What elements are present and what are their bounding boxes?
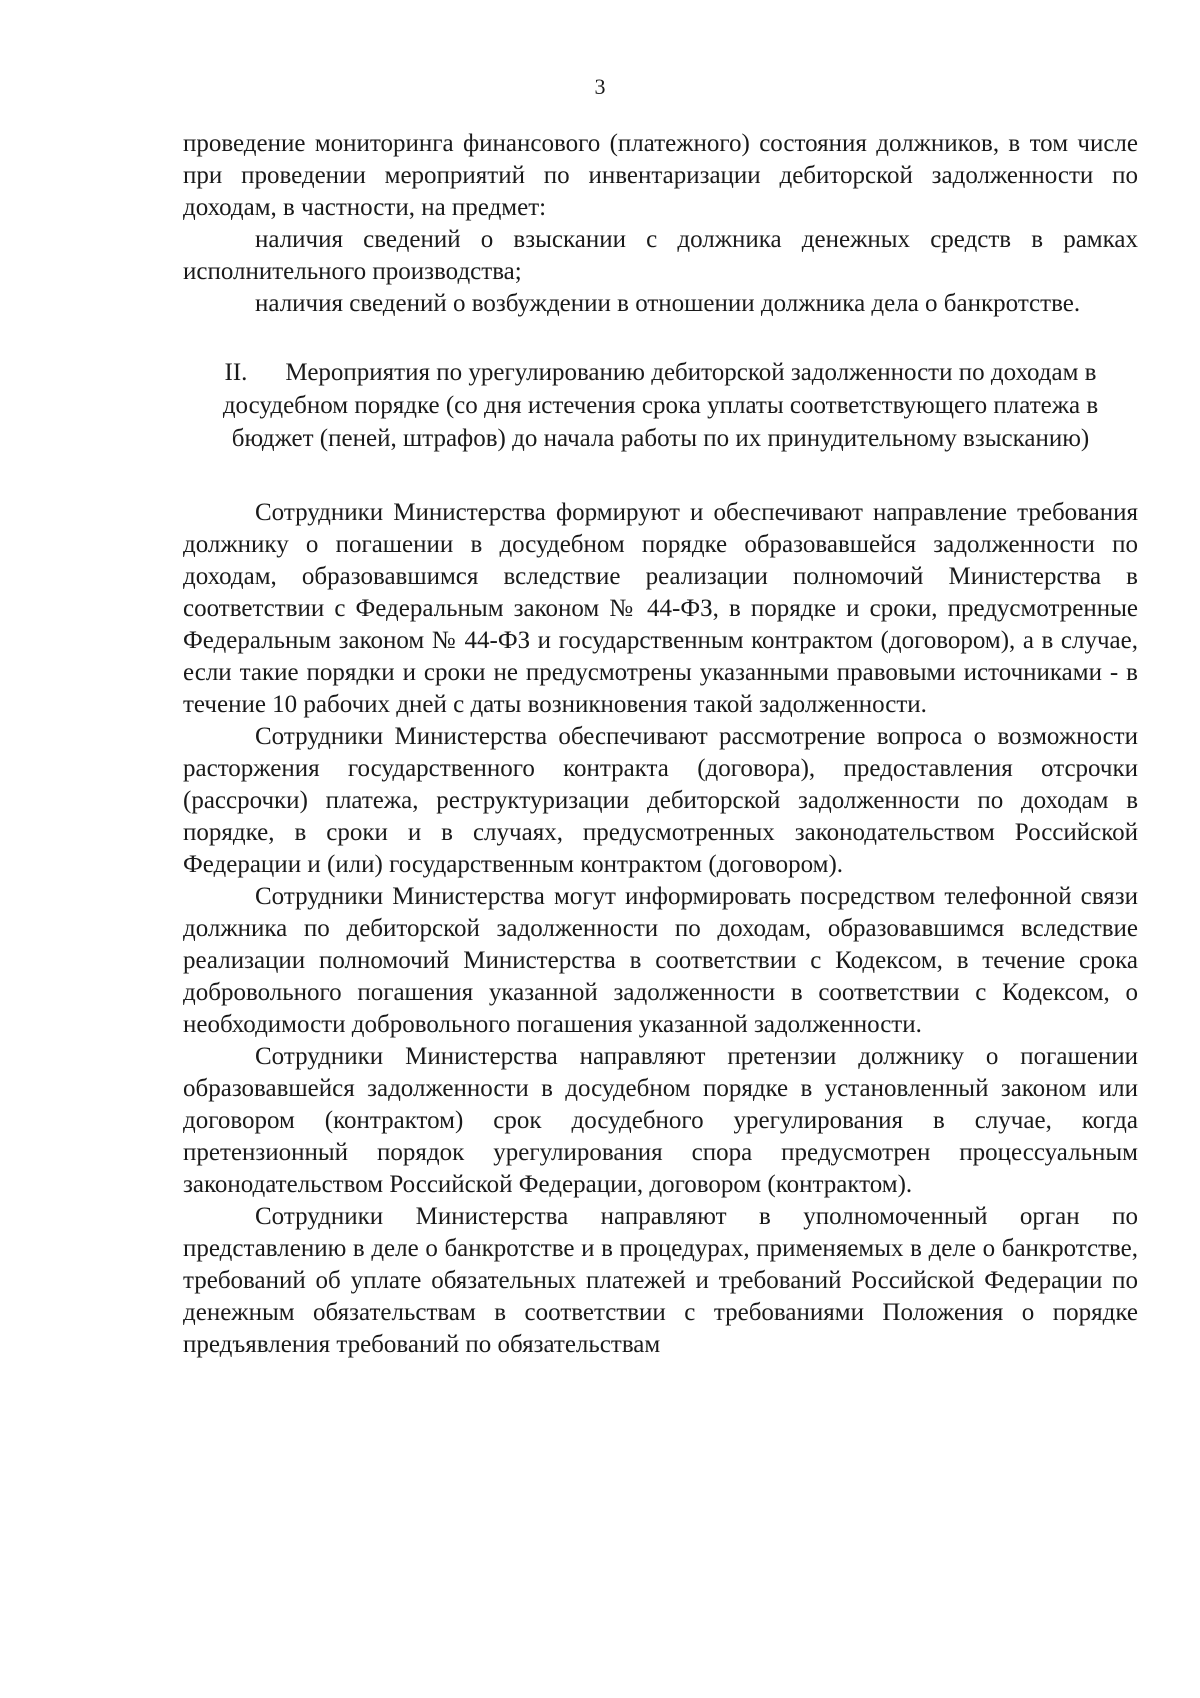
- section-title: Мероприятия по урегулированию дебиторской задолженности по доходам в досудебном порядке (со дня истечения срока уплаты соответствующего платежа в бюджет (пеней, штрафов) до начала работы по их принудительному взысканию): [222, 359, 1099, 452]
- page-number: 3: [594, 74, 606, 99]
- paragraph-authorized-body: Сотрудники Министерства направляют в уполномоченный орган по представлению в деле о банкротстве и в процедурах, применяемых в деле о банкротстве, требований об уплате обязательных платежей и требований Российской Федерации по денежным обязательствам в соответствии с требованиями Положения о порядке предъявления требований по обязательствам: [183, 1203, 1138, 1358]
- document-body: [183, 128, 1138, 1361]
- paragraph-phone-notice: Сотрудники Министерства могут информировать посредством телефонной связи должника по дебиторской задолженности по доходам, образовавшимся вследствие реализации полномочий Министерства в соответствии с Кодексом, в течение срока добровольного погашения указанной задолженности в соответствии с Кодексом, о необходимости добровольного погашения указанной задолженности.: [183, 883, 1138, 1038]
- paragraph-contract-review: Сотрудники Министерства обеспечивают рассмотрение вопроса о возможности расторжения государственного контракта (договора), предоставления отсрочки (рассрочки) платежа, реструктуризации дебиторской задолженности по доходам в порядке, в сроки и в случаях, предусмотренных законодательством Российской Федерации и (или) государственным контрактом (договором).: [183, 723, 1138, 878]
- section-number: II.: [224, 359, 248, 386]
- paragraph-demand: Сотрудники Министерства формируют и обеспечивают направление требования должнику о погашении в досудебном порядке образовавшейся задолженности по доходам, образовавшимся вследствие реализации полномочий Министерства в соответствии с Федеральным законом № 44-ФЗ, в порядке и сроки, предусмотренные Федеральным законом № 44-ФЗ и государственным контрактом (договором), а в случае, если такие порядки и сроки не предусмотрены указанными правовыми источниками - в течение 10 рабочих дней с даты возникновения такой задолженности.: [183, 499, 1138, 718]
- paragraph-monitoring: проведение мониторинга финансового (платежного) состояния должников, в том числе при проведении мероприятий по инвентаризации дебиторской задолженности по доходам, в частности, на предмет:: [183, 130, 1138, 221]
- paragraph-enforcement-info: наличия сведений о взыскании с должника денежных средств в рамках исполнительного производства;: [183, 226, 1138, 285]
- paragraph-bankruptcy-info: наличия сведений о возбуждении в отношении должника дела о банкротстве.: [255, 290, 1081, 317]
- paragraph-claims: Сотрудники Министерства направляют претензии должнику о погашении образовавшейся задолженности в досудебном порядке в установленный законом или договором (контрактом) срок досудебного урегулирования в случае, когда претензионный порядок урегулирования спора предусмотрен процессуальным законодательством Российской Федерации, договором (контрактом).: [183, 1043, 1138, 1198]
- section-heading: [183, 356, 1138, 455]
